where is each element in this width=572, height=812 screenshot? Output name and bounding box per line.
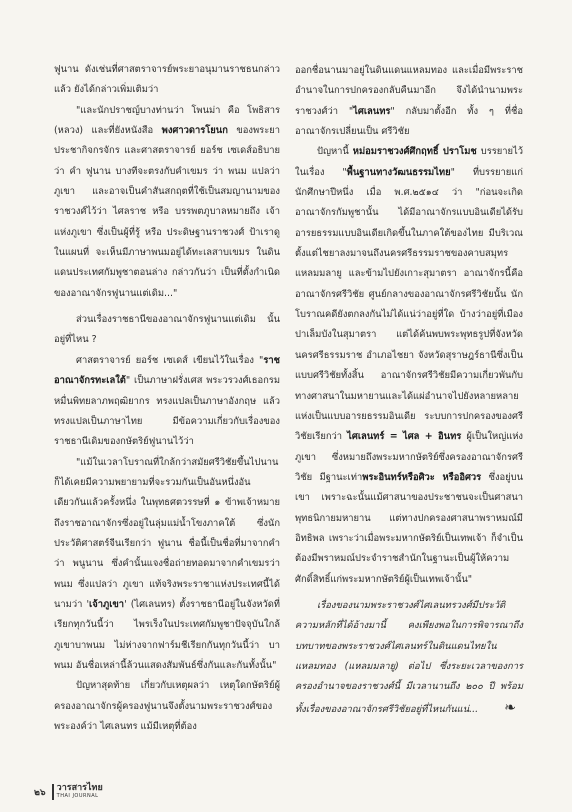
paragraph: "และนักปราชญ์บางท่านว่า โพนม่า คือ โพธิสาร (หลวง) และที่ยังหนังสือ พงศาวดารโยนก ของพระยาประชากิจกรจักร และศาสตราจารย์ ยอร์ช เซเดส์อธิบายว่า คำ ฟูนาน บางทีจะตรงกับคำเขมร ว่า พนม แปลว่า ภูเขา และอาจเป็นคำสันสกฤตที่ใช้เป็นสมญานามของราชวงศ์ไว้ว่า ไศลราช หรือ บรรพตภูบาลหมายถึง เจ้าแห่งภูเขา ซึ่งเป็นผู้ที่รู้ หรือ ประดิษฐานราชวงศ์ ป้าเราดูในแผนที่ จะเห็นมีภาษาพนมอยู่ได้ทะเลสาบเขมร ในดินแดนประเทศกัมพูชาตอนล่าง กล่าวกันว่า เป็นที่ตั้งกำเนิดของอาณาจักรฟูนานแต่เดิม..." [54,104,280,299]
paragraph: ศาสตราจารย์ ยอร์ช เซเดส์ เขียนไว้ในเรื่อง "ราชอาณาจักรทะเลใต้" เป็นภาษาฝรั่งเศส พระวรวงศ์เธอกรมหมื่นพิทยลาภพฤฒิยากร ทรงแปลเป็นภาษาอังกฤษ แล้วทรงแปลเป็นภาษาไทย มีข้อความเกี่ยวกับเรื่องของราชธานีเดิมของกษัตริย์ฟูนานไว้ว่า [54,354,280,448]
journal-logo: วารสารไทย THAI JOURNAL [52,784,103,800]
paragraph: "แม้ในเวลาโบราณที่ใกล้กว่าสมัยศรีวิชัยขึ้นไปนาน ก็ได้เคยมีความพยายามที่จะรวมกันเป็นอันหนึ่งอันเดียวกันแล้วครั้งหนึ่ง ในพุทธศตวรรษที่ ๑ ข้าพเจ้าหมายถึงราชอาณาจักรซึ่งอยู่ในลุ่มแม่น้ำโขงภาคใต้ ซึ่งนักประวัติศาสตร์จีนเรียกว่า ฟูนาน ชื่อนี้เป็นชื่อที่มาจากคำว่า พนูนาน ซึ่งคำนั้นแจงชื่อถ่ายทอดมาจากคำเขมรว่า พนม ซึ่งแปลว่า ภูเขา แท้จริงพระราชาแห่งประเทศนี้ได้นามว่า 'เจ้าภูเขา' (ไศเลนทร) ตั้งราชธานีอยู่ในจังหวัดที่เรียกทุกวันนี้ว่า ไพรเร็งในประเทศกัมพูชาปัจจุบันใกล้ภูเขาบาพนม ไม่ห่างจากฟาร์มชีเรียกกันทุกวันนี้ว่า บาพนม อันชื่อเหล่านี้ล้วนแสดงสัมพันธ์ซึ่งกันและกันทั้งนั้น" [54,456,280,671]
end-mark-icon: ❧ [504,699,516,716]
paragraph: ส่วนเรื่องราชธานีของอาณาจักรฟูนานแต่เดิม นั้นอยู่ที่ไหน ? [54,314,280,346]
page-footer [34,784,103,800]
left-column [54,60,280,737]
paragraph: ฟูนาน ดังเช่นที่ศาสตราจารย์พระยาอนุมานราชธนกล่าวแล้ว ยังได้กล่าวเพิ่มเติมว่า [54,64,280,96]
paragraph: เรื่องของนามพระราชวงศ์ไศเลนทรวงศ์มีประวัติความหลักที่ได้อ้างมานี้ คงเพียงพอในการพิจารณาถึงบทบาทของพระราชวงศ์ไศเลนทร์ในดินแดนไทยในแหลมทอง (แหลมมลายู) ต่อไป ซึ่งระยะเวลาของการครองอำนาจของราชวงศ์นี้ มีเวลานานถึง ๒๐๐ ปี พร้อมทั้งเรื่องของอาณาจักรศรีวิชัยอยู่ที่ไหนกันแน่... ❧ [295,596,523,720]
page-number: ๒๖ [34,788,46,798]
paragraph: ปัญหานี้ หม่อมราชวงศ์ศึกฤทธิ์ ปราโมช บรรยายไว้ในเรื่อง "พื้นฐานทางวัฒนธรรมไทย" ที่บรรยายแก่นักศึกษาปีหนึ่ง เมื่อ พ.ศ.๒๕๑๔ ว่า "ก่อนจะเกิดอาณาจักรกัมพูชานั้น ได้มีอาณาจักรแบบอินเดียได้รับอารยธรรมแบบอินเดียเกิดขึ้นในภาคใต้ของไทย มีบริเวณตั้งแต่ไชยาลงมาจนถึงนครศรีธรรมราชของคาบสมุทรแหลมมลายู และข้ามไปยังเกาะสุมาตรา อาณาจักรนี้คือ อาณาจักรศรีวิชัย ศูนย์กลางของอาณาจักรศรีวิชัยนั้น นักโบราณคดียังตกลงกันไม่ได้แน่ว่าอยู่ที่ใด บ้างว่าอยู่ที่เมืองปาเล็มบังในสุมาตรา แต่ได้ค้นพบพระพุทธรูปที่จังหวัดนครศรีธรรมราช อำเภอไชยา จังหวัดสุราษฎร์ธานีซึ่งเป็นแบบศรีวิชัยทั้งสิ้น อาณาจักรศรีวิชัยมีความเกี่ยวพันกับทางศาสนาในมหายานและได้แผ่อำนาจไปยังหลายหลายแห่งเป็นแบบอารยธรรมอินเดีย ระบบการปกครองของศรีวิชัยเรียกว่า ไศเลนทร์ = ไศล + อินทร ผู้เป็นใหญ่แห่งภูเขา ซึ่งหมายถึงพระมหากษัตริย์ซึ่งครองอาณาจักรศรีวิชัย มีฐานะเท่าพระอินทร์หรือศิวะ หรืออิศวร ซึ่งอยู่บนเขา เพราะฉะนั้นแม้ศาสนาของประชาชนจะเป็นศาสนาพุทธนิกายมหายาน แต่ทางปกครองศาสนาพราหมณ์มีอิทธิพล เพราะว่าเมื่อพระมหากษัตริย์เป็นเทพเจ้า ก็จำเป็นต้องมีพราหมณ์ประจำราชสำนักในฐานะเป็นผู้ให้ความศักดิ์สิทธิ์แก่พระมหากษัตริย์ผู้เป็นเทพเจ้านั้น" [295,146,524,585]
right-column [295,61,523,720]
paragraph: ปัญหาสุดท้าย เกี่ยวกับเหตุผลว่า เหตุใดกษัตริย์ผู้ครองอาณาจักรผู้ครองฟูนานจึงตั้งนามพระราชวงศ์ของพระองค์ว่า ไศเลนทร แม้มีเหตุที่ต้อง [54,680,280,732]
paragraph: ออกชื่อนานมาอยู่ในดินแดนแหลมทอง และเมื่อมีพระราชอำนาจในการปกครองกลับคืนมาอีก จึงได้นำนามพระราชวงศ์ว่า "ไศเลนทร" กลับมาตั้งอีก ทั้ง ๆ ที่ชื่ออาณาจักรเปลี่ยนเป็น ศรีวิชัย [295,65,523,138]
